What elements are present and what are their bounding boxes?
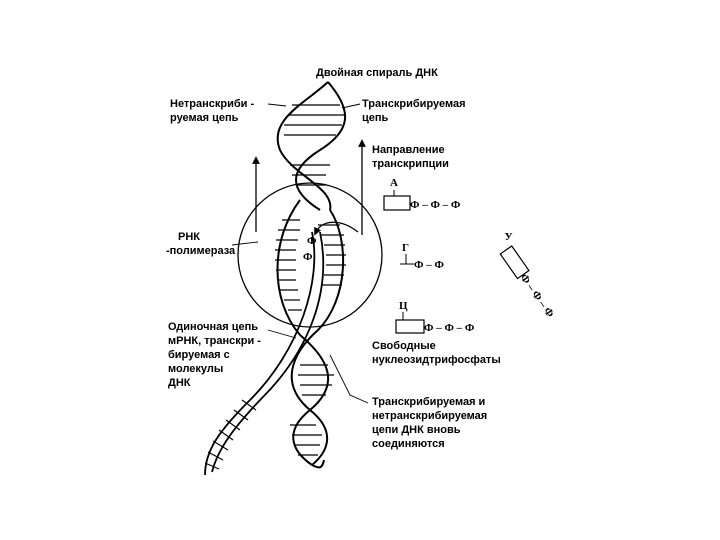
nontranscribed-label: Нетранскриби - руемая цепь bbox=[170, 98, 255, 124]
direction-label: Направление транскрипции bbox=[372, 144, 449, 170]
svg-text:Ф – Ф – Ф: Ф – Ф – Ф bbox=[517, 271, 557, 320]
svg-text:У: У bbox=[504, 231, 513, 244]
svg-text:Ф – Ф – Ф: Ф – Ф – Ф bbox=[410, 199, 461, 211]
polymerase-label: РНК -полимераза bbox=[166, 231, 236, 257]
free-nucleotides-label: Свободные нуклеозидтрифосфаты bbox=[372, 340, 501, 366]
title-label: Двойная спираль ДНК bbox=[316, 67, 438, 79]
svg-text:Ф – Ф: Ф – Ф bbox=[414, 259, 444, 271]
svg-text:А: А bbox=[390, 177, 398, 189]
nucleotide-c bbox=[396, 300, 475, 334]
transcribed-label: Транскрибируемая цепь bbox=[362, 98, 466, 124]
mrna-label: Одиночная цепь мРНК, транскри - бируемая с молекулы ДНК bbox=[168, 321, 261, 389]
strand-mark-1: Ф bbox=[307, 235, 317, 247]
nucleotide-a bbox=[384, 177, 461, 211]
svg-text:Ц: Ц bbox=[399, 300, 408, 312]
nucleotide-u bbox=[491, 227, 566, 320]
svg-text:Ф – Ф – Ф: Ф – Ф – Ф bbox=[424, 322, 475, 334]
rejoin-label: Транскрибируемая и нетранскрибируемая цепи ДНК вновь соединяются bbox=[372, 396, 488, 450]
leader-lines bbox=[232, 104, 368, 403]
nucleotide-g bbox=[400, 242, 444, 271]
strand-mark-2: Ф bbox=[303, 251, 313, 263]
svg-text:Г: Г bbox=[402, 242, 409, 254]
